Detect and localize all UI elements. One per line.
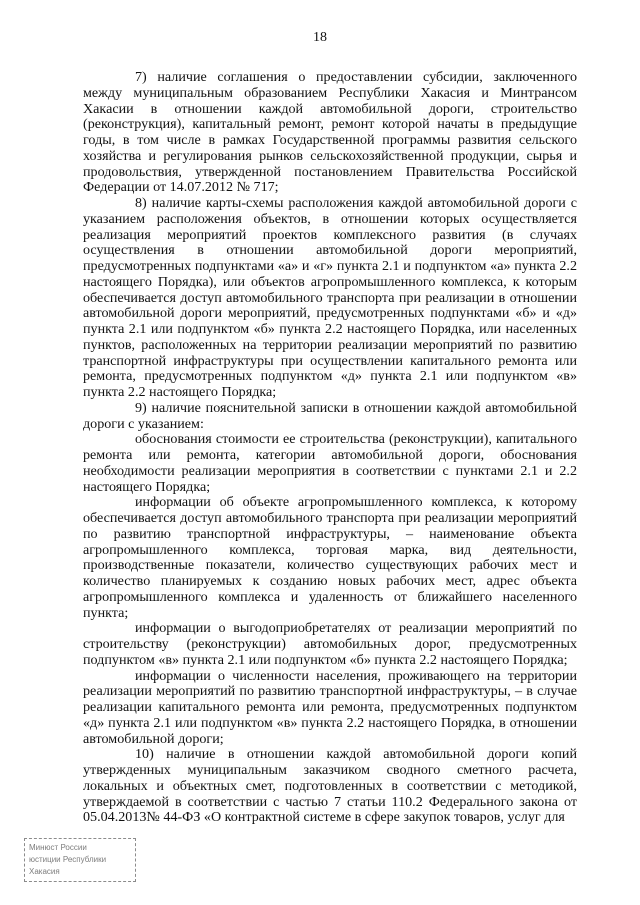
paragraph-item-7: 7) наличие соглашения о предоставлении субсидии, заключенного между муниципальным образованием Республики Хакасия и Минтрансом Хакасии в отношении каждой автомобильной дороги, строительство (реконструкция), капитальный ремонт, ремонт которой начаты в предыдущие годы, в том числе в рамках Государственной программы развития сельского хозяйства и регулирования рынков сельскохозяйственной продукции, сырья и продовольствия, утвержденной постановлением Правительства Российской Федерации от 14.07.2012 № 717; bbox=[83, 69, 577, 196]
document-body bbox=[83, 70, 577, 826]
paragraph-population-info: информации о численности населения, проживающего на территории реализации мероприятий по развитию транспортной инфраструктуры, – в случае реализации капитального ремонта или ремонта, предусмотренных подпунктом «д» пункта 2.1 или подпунктом «в» пункта 2.2 настоящего Порядка, в отношении автомобильной дороги; bbox=[83, 667, 577, 747]
paragraph-item-10: 10) наличие в отношении каждой автомобильной дороги копий утвержденных муниципальным заказчиком сводного сметного расчета, локальных и объектных смет, подготовленных в соответствии с методикой, утверждаемой в соответствии с частью 7 статьи 110.2 Федерального закона от 05.04.2013№ 44-ФЗ «О контрактной системе в сфере закупок товаров, услуг для bbox=[83, 746, 577, 826]
paragraph-beneficiaries-info: информации о выгодоприобретателях от реализации мероприятий по строительству (реконструкции) автомобильных дорог, предусмотренных подпунктом «в» пункта 2.1 или подпунктом «б» пункта 2.2 настоящего Порядка; bbox=[83, 620, 577, 668]
registration-stamp bbox=[24, 838, 136, 882]
paragraph-cost-justification: обоснования стоимости ее строительства (реконструкции), капитального ремонта или ремонта, категории автомобильной дороги, обоснования необходимости реализации мероприятия в соответствии с пунктами 2.1 и 2.2 настоящего Порядка; bbox=[83, 431, 577, 495]
paragraph-item-9: 9) наличие пояснительной записки в отношении каждой автомобильной дороги с указанием: bbox=[83, 399, 577, 432]
paragraph-item-8: 8) наличие карты-схемы расположения каждой автомобильной дороги с указанием расположения объектов, в отношении которых осуществляется реализация мероприятий проектов комплексного развития (в случаях осуществления в отношении автомобильной дороги мероприятий, предусмотренных подпунктами «а» и «г» пункта 2.1 и подпунктом «а» пункта 2.2 настоящего Порядка), или объектов агропромышленного комплекса, к которым обеспечивается доступ автомобильного транспорта при реализации в отношении автомобильной дороги мероприятий, предусмотренных подпунктами «б» и «д» пункта 2.1 или подпунктом «б» пункта 2.2 настоящего Порядка, или населенных пунктов, расположенных на территории реализации мероприятий по развитию транспортной инфраструктуры при осуществлении капитального ремонта или ремонта, предусмотренных подпунктом «д» пункта 2.1 или подпунктом «в» пункта 2.2 настоящего Порядка; bbox=[83, 195, 577, 400]
stamp-line: Минюст России bbox=[29, 843, 87, 852]
stamp-line: юстиции Республики bbox=[29, 855, 107, 864]
paragraph-agro-object-info: информации об объекте агропромышленного комплекса, к которому обеспечивается доступ автомобильного транспорта при реализации мероприятий по развитию транспортной инфраструктуры, – наименование объекта агропромышленного комплекса, торговая марка, вид деятельности, производственные показатели, количество существующих рабочих мест и количество планируемых к созданию новых рабочих мест, адрес объекта агропромышленного комплекса и удаленность от ближайшего населенного пункта; bbox=[83, 494, 577, 621]
stamp-line: Хакасия bbox=[29, 867, 60, 876]
page-number: 18 bbox=[313, 30, 327, 45]
